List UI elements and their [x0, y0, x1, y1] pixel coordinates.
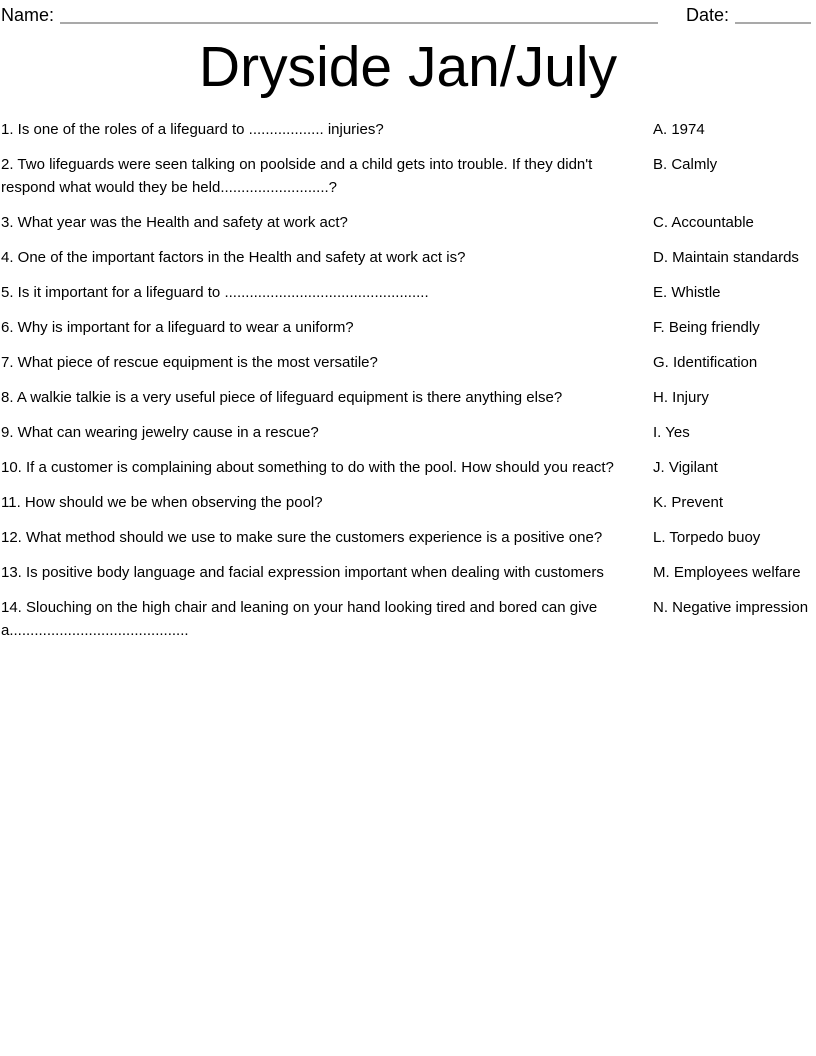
worksheet-row	[1, 153, 815, 199]
answer-text: L. Torpedo buoy	[653, 528, 761, 546]
answer-text: F. Being friendly	[653, 318, 760, 336]
worksheet-row	[1, 246, 815, 269]
question-text: 6. Why is important for a lifeguard to wear a uniform?	[1, 318, 354, 336]
worksheet-row	[1, 386, 815, 409]
answer-text: N. Negative impression	[653, 598, 809, 616]
worksheet-row	[1, 211, 815, 234]
worksheet-row	[1, 526, 815, 549]
answer-text: E. Whistle	[653, 283, 721, 301]
name-blank-line	[60, 7, 658, 24]
answer-text: K. Prevent	[653, 493, 724, 511]
question-text: 7. What piece of rescue equipment is the most versatile?	[1, 353, 378, 371]
name-date-row	[1, 2, 815, 26]
worksheet-row	[1, 316, 815, 339]
date-label: Date:	[685, 5, 729, 25]
worksheet-row	[1, 421, 815, 444]
answer-text: I. Yes	[653, 423, 690, 441]
worksheet-row	[1, 118, 815, 141]
worksheet-row	[1, 596, 815, 642]
name-label: Name:	[1, 5, 55, 25]
question-text: 2. Two lifeguards were seen talking on poolside and a child gets into trouble. If they didn't respond what would they be held..........................?	[1, 155, 593, 196]
worksheet-row	[1, 561, 815, 584]
question-text: 11. How should we be when observing the pool?	[1, 493, 323, 511]
worksheet-row	[1, 456, 815, 479]
question-text: 14. Slouching on the high chair and leaning on your hand looking tired and bored can give a...........................................	[1, 598, 598, 639]
worksheet-row	[1, 491, 815, 514]
question-text: 9. What can wearing jewelry cause in a rescue?	[1, 423, 319, 441]
question-text: 13. Is positive body language and facial expression important when dealing with customers	[1, 563, 604, 581]
date-blank-line	[735, 7, 811, 24]
answer-text: M. Employees welfare	[653, 563, 801, 581]
question-list	[1, 118, 815, 642]
question-text: 8. A walkie talkie is a very useful piece of lifeguard equipment is there anything else?	[1, 388, 563, 406]
question-text: 3. What year was the Health and safety at work act?	[1, 213, 348, 231]
answer-text: G. Identification	[653, 353, 758, 371]
answer-text: B. Calmly	[653, 155, 718, 173]
worksheet-row	[1, 281, 815, 304]
answer-text: A. 1974	[653, 120, 705, 138]
answer-text: C. Accountable	[653, 213, 754, 231]
question-text: 10. If a customer is complaining about something to do with the pool. How should you react?	[1, 458, 614, 476]
question-text: 12. What method should we use to make sure the customers experience is a positive one?	[1, 528, 603, 546]
question-text: 5. Is it important for a lifeguard to .................................................	[1, 283, 429, 301]
worksheet-row	[1, 351, 815, 374]
answer-text: H. Injury	[653, 388, 709, 406]
page-title: Dryside Jan/July	[198, 35, 618, 99]
question-text: 1. Is one of the roles of a lifeguard to .................. injuries?	[1, 120, 384, 138]
answer-text: D. Maintain standards	[653, 248, 799, 266]
answer-text: J. Vigilant	[653, 458, 718, 476]
question-text: 4. One of the important factors in the Health and safety at work act is?	[1, 248, 466, 266]
